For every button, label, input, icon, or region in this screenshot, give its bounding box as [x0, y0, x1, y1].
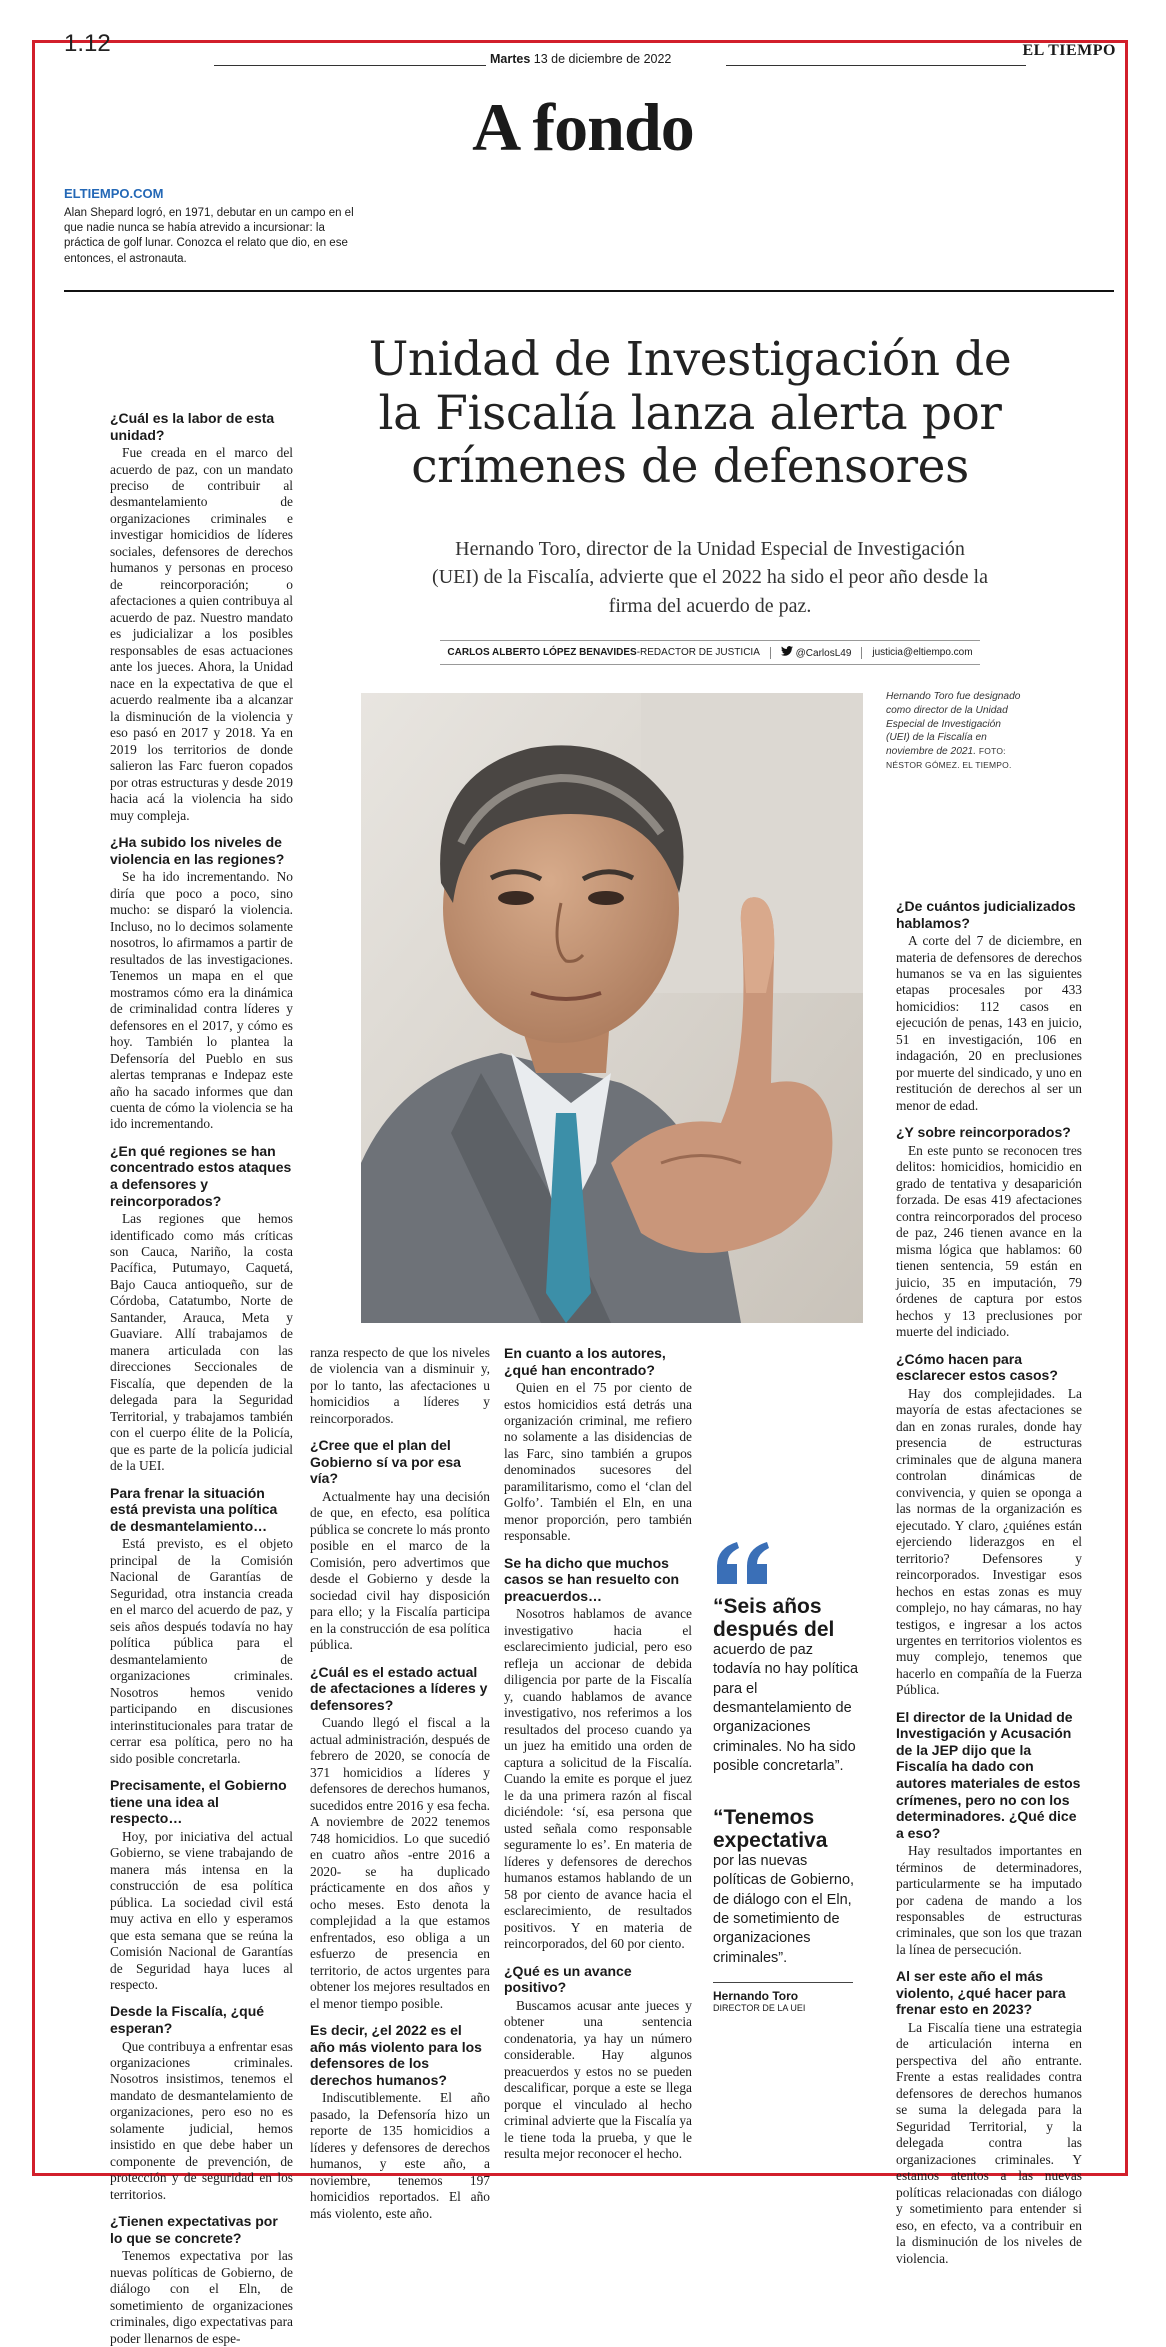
interview-answer: Actualmente hay una decisión de que, en efecto, esa política pública se concrete lo más pronto posible en el marco de la Comisión, pero advertimos que desde el Gobierno y desde la sociedad civil hay disposición para ello; y la Fiscalía participa en la construcción de esa política pública. — [310, 1488, 490, 1653]
article-column-1 — [110, 410, 293, 2347]
interview-answer: En este punto se reconocen tres delitos: homicidios, homicidio en grado de tentativa y desaparición forzada. De esas 419 afectaciones contra reincorporados del proceso de paz, 246 tienen avance en la misma lógica que hablamos: 60 tienen sentencia, 59 están en juicio, 35 en imputación, 79 órdenes de captura por estos hechos y 13 preclusiones por muerte del indiciado. — [896, 1142, 1082, 1340]
pull-quote-2-text: por las nuevas políticas de Gobierno, de diálogo con el Eln, de sometimiento de organizaciones criminales”. — [713, 1853, 855, 1966]
interview-question: En cuanto a los autores, ¿qué han encontrado? — [504, 1345, 666, 1378]
interview-answer: Tenemos expectativa por las nuevas políticas de Gobierno, de diálogo con el Eln, de sometimiento de organizaciones criminales, digo expectativas para poder llenarnos de espe- — [110, 2248, 293, 2346]
interview-question: Desde la Fiscalía, ¿qué esperan? — [110, 2003, 265, 2036]
interview-answer: Que contribuya a enfrentar esas organizaciones criminales. Nosotros insistimos, tenemos el mandato de desmantelamiento de organizaciones, pero eso no es solamente judicial, hemos insistido en que debe haber un componente de prevención, de protección y de seguridad en los territorios. — [110, 2038, 293, 2202]
portrait-photo — [361, 693, 863, 1323]
interview-answer: Hoy, por iniciativa del actual Gobierno, se viene trabajando de manera más intensa en la construcción de esa política pública. La sociedad civil está muy activa en ello y esperamos que esta semana que se reúna la Comisión Nacional de Garantías de Seguridad haya luces al respecto. — [110, 1828, 293, 1992]
interview-question: ¿En qué regiones se han concentrado estos ataques a defensores y reincorporados? — [110, 1142, 292, 1209]
twitter-icon — [781, 646, 793, 656]
article-column-2 — [310, 1345, 490, 2222]
interview-question: ¿Cómo hacen para esclarecer estos casos? — [896, 1350, 1058, 1384]
interview-answer: La Fiscalía tiene una estrategia de articulación interna en perspectiva del año entrante. Frente a estas realidades contra defensores de derechos humanos se suma la delegada para la Seguridad Territorial, y la delegada contra las organizaciones criminales. Y estamos atentos a las nuevas políticas relacionadas con diálogo y sometimiento para entender si eso, en efecto, va a contribuir en la disminución de los niveles de violencia. — [896, 2019, 1082, 2266]
quote-mark-icon — [713, 1540, 773, 1588]
interview-answer: Hay resultados importantes en términos de determinadores, particularmente se ha imputado por cadena de mando a los responsables de estructuras criminales, que son los que trazan la línea de persecución. — [896, 1843, 1082, 1957]
section-title: A fondo — [472, 89, 694, 165]
interview-answer: Indiscutiblemente. El año pasado, la Defensoría hizo un reporte de 135 homicidios a líderes y defensores de derechos humanos, y este año, a noviembre, tenemos 197 homicidios reportados. El año más violento, este año. — [310, 2090, 490, 2221]
page-number: 1.12 — [64, 30, 111, 57]
interview-answer: Buscamos acusar ante jueces y obtener una sentencia condenatoria, ya hay un número considerable. Hay algunos preacuerdos y estos no se pueden descalificar, porque a este se llega porque el vinculado al hecho criminal advierte que la Fiscalía ya le tiene toda la prueba, y que le resulta mejor reconocer el hecho. — [504, 1997, 692, 2161]
photo-caption — [886, 690, 1026, 773]
twitter-handle[interactable] — [781, 646, 852, 659]
interview-question: Al ser este año el más violento, ¿qué hacer para frenar esto en 2023? — [896, 1968, 1066, 2018]
interview-answer: ranza respecto de que los niveles de violencia van a disminuir y, por lo tanto, las afectaciones u homicidios a líderes y reincorporados. — [310, 1345, 490, 1426]
byline: CARLOS ALBERTO LÓPEZ BENAVIDES-REDACTOR DE JUSTICIA @CarlosL49 justicia@eltiempo.com — [440, 640, 980, 665]
interview-question: ¿Cuál es la labor de esta unidad? — [110, 410, 275, 443]
pull-quote-1-lead: “Seis años después del — [713, 1595, 835, 1642]
pull-quote-1 — [713, 1595, 863, 1776]
interview-question: ¿Cree que el plan del Gobierno sí va por esa vía? — [310, 1437, 461, 1487]
newspaper-brand: EL TIEMPO — [1022, 42, 1116, 59]
promo-text: Alan Shepard logró, en 1971, debutar en un campo en el que nadie nunca se había atrevido a incursionar: la práctica de golf lunar. Conozca el relato que dio, en ese entonces, el astronauta. — [64, 207, 354, 265]
photo-caption-text: Hernando Toro fue designado como director de la Unidad Especial de Investigación (UEI) de la Fiscalía en noviembre de 2021. — [886, 691, 1021, 758]
pull-quote-1-text: acuerdo de paz todavía no hay política para el desmantelamiento de organizaciones criminales. No ha sido posible concretarla”. — [713, 1642, 859, 1774]
interview-answer: Hay dos complejidades. La mayoría de estas afectaciones se dan en zonas rurales, donde hay presencia de estructuras criminales que de alguna manera controlan dinámicas de convivencia, y quien se oponga a las normas de la organización es ejecutado. Y claro, ¿quiénes están ejerciendo liderazgos en el territorio? Defensores y reincorporados. Investigar esos hechos en estas zonas es muy complejo, no hay cámaras, no hay testigos, e ingresar a los actos urgentes en territorios violentos es muy complejo, tenemos que hacerlo en compañía de la Fuerza Pública. — [896, 1385, 1082, 1698]
interview-answer: Quien en el 75 por ciento de estos homicidios está detrás una organización criminal, me refiero no solamente a las disidencias de las Farc, sino también a grupos denominados sucesores del paramilitarismo, como el ‘clan del Golfo’. También el Eln, en una menor proporción, pero también responsable. — [504, 1380, 692, 1544]
pull-quote-2-lead: “Tenemos expectativa — [713, 1806, 828, 1853]
article-headline: Unidad de Investigación de la Fiscalía lanza alerta por crímenes de defensores — [368, 332, 1012, 495]
interview-question: ¿Qué es un avance positivo? — [504, 1962, 632, 1996]
pull-quote-2 — [713, 1806, 863, 2013]
interview-question: Para frenar la situación está prevista una política de desmantelamiento… — [110, 1484, 278, 1534]
byline-name: CARLOS ALBERTO LÓPEZ BENAVIDES — [447, 647, 637, 658]
interview-question: ¿Tienen expectativas por lo que se concrete? — [110, 2213, 278, 2246]
photo-credit: FOTO: NÉSTOR GÓMEZ. EL TIEMPO. — [886, 746, 1012, 770]
issue-date — [490, 52, 671, 66]
interview-question: ¿Ha subido los niveles de violencia en las regiones? — [110, 834, 285, 867]
interview-answer: Cuando llegó el fiscal a la actual administración, después de febrero de 2020, se conocía de 371 homicidios a líderes y defensores de derechos humanos, sucedidos entre 2016 y esa fecha. A noviembre de 2022 tenemos 748 homicidios. Lo que sucedió en cuatro años -entre 2016 a 2020- se ha duplicado prácticamente en dos años y ocho meses. Esto denota la complejidad a la que estamos enfrentados, eso obliga a un esfuerzo de presencia en territorio, de actos urgentes para obtener los mejores resultados en el menor tiempo posible. — [310, 1715, 490, 2011]
article-column-3 — [504, 1345, 692, 2162]
interview-answer: Las regiones que hemos identificado como más críticas son Cauca, Nariño, la costa Pacífica, Putumayo, Caquetá, Bajo Cauca antioqueño, sur de Córdoba, Catatumbo, Norte de Santander, Arauca, Meta y Guaviare. Allí trabajamos de manera articulada con las direcciones Seccionales de Fiscalía, que dependen de la delegada para la Seguridad Territorial, y trabajamos también con el cuerpo élite de la Policía, que es parte de la policía judicial de la UEI. — [110, 1211, 293, 1474]
byline-role: REDACTOR DE JUSTICIA — [640, 647, 760, 658]
date-rest: 13 de diciembre de 2022 — [533, 52, 672, 66]
interview-answer: Está previsto, es el objeto principal de la Comisión Nacional de Garantías de Seguridad, otra instancia creada en el marco del acuerdo de paz, y seis años después todavía no hay política pública para el desmantelamiento de organizaciones criminales. Nosotros hemos venido participando en discusiones interinstitucionales para tratar de cerrar esa política, pero no ha sido posible concretarla. — [110, 1536, 293, 1766]
interview-question: Se ha dicho que muchos casos se han resuelto con preacuerdos… — [504, 1554, 680, 1604]
quote-attribution-role: DIRECTOR DE LA UEI — [713, 2002, 806, 2013]
interview-question: Precisamente, el Gobierno tiene una idea al respecto… — [110, 1777, 287, 1827]
interview-answer: Fue creada en el marco del acuerdo de paz, con un mandato preciso de contribuir al desmantelamiento de organizaciones criminales e investigar homicidios de líderes sociales, defensores de derechos humanos y personas en proceso de reincorporación; o afectaciones a quien contribuya al acuerdo de paz. Nuestro mandato es judicializar a los posibles responsables de esas actuaciones ante los jueces. Ahora, la Unidad nace en la expectativa de que el acuerdo realmente iba a alcanzar la disminución de la violencia y eso pasó en 2017 y 2018. Ya en 2019 los territorios de donde salieron las Farc fueron copados por otras estructuras y desde 2019 hacia acá la violencia ha sido muy compleja. — [110, 445, 293, 823]
interview-question: ¿Cuál es el estado actual de afectaciones a líderes y defensores? — [310, 1663, 488, 1713]
interview-question: Es decir, ¿el 2022 es el año más violento para los defensores de los derechos humanos? — [310, 2022, 482, 2088]
interview-answer: Nosotros hablamos de avance investigativo hacia el esclarecimiento judicial, pero eso refleja un accionar de debida diligencia por parte de la Fiscalía y, cuando hablamos de avance investigativo, nos referimos a los resultados del proceso cuando ya un juez ha emitido una orden de captura a solicitud de la Fiscalía. Cuando la emite es porque el juez le da una primera razón al fiscal diciéndole: ‘sí, esa persona que usted señala como responsable seguramente lo es’. En materia de líderes y defensores de derechos humanos estamos hablando de un 58 por ciento de avance hacia el esclarecimiento, de resultados positivos. Y en materia de reincorporados, del 60 por ciento. — [504, 1606, 692, 1952]
promo-site-link[interactable]: ELTIEMPO.COM — [64, 186, 164, 201]
article-deck: Hernando Toro, director de la Unidad Especial de Investigación (UEI) de la Fiscalía, advierte que el 2022 ha sido el peor año desde la firma del acuerdo de paz. — [432, 538, 988, 617]
date-day: Martes — [490, 52, 531, 66]
interview-question: El director de la Unidad de Investigación y Acusación de la JEP dijo que la Fiscalía ha dado con autores materiales de estos crímenes, pero no con los determinadores. ¿Qué dice a eso? — [896, 1708, 1081, 1841]
article-column-4 — [896, 898, 1082, 2267]
twitter-handle-text: @CarlosL49 — [795, 648, 852, 659]
section-divider — [64, 290, 1114, 292]
interview-answer: Se ha ido incrementando. No diría que poco a poco, sino mucho: se disparó la violencia. Incluso, no lo decimos solamente nosotros, lo afirmamos a partir de resultados de las investigaciones. Tenemos un mapa en el que mostramos cómo era la dinámica de criminalidad contra líderes y defensores en el 2017, y cómo es hoy. También lo plantea la Defensoría del Pueblo en sus alertas tempranas e Indepaz este año ha sacado informes que dan cuenta de cómo la violencia se ha ido incrementando. — [110, 869, 293, 1132]
interview-question: ¿De cuántos judicializados hablamos? — [896, 898, 1076, 931]
email-link[interactable]: justicia@eltiempo.com — [872, 647, 973, 658]
quote-attribution-name: Hernando Toro — [713, 1988, 799, 2003]
interview-question: ¿Y sobre reincorporados? — [896, 1124, 1071, 1141]
interview-answer: A corte del 7 de diciembre, en materia de defensores de derechos humanos se va en las siguientes etapas procesales por 433 homicidios: 112 casos en ejecución de penas, 143 en juicio, 51 en investigación, 106 en indagación, 20 en preclusiones por muerte del sindicado, y uno en restitución de derechos al ser un menor de edad. — [896, 933, 1082, 1113]
portrait-illustration — [361, 693, 863, 1323]
